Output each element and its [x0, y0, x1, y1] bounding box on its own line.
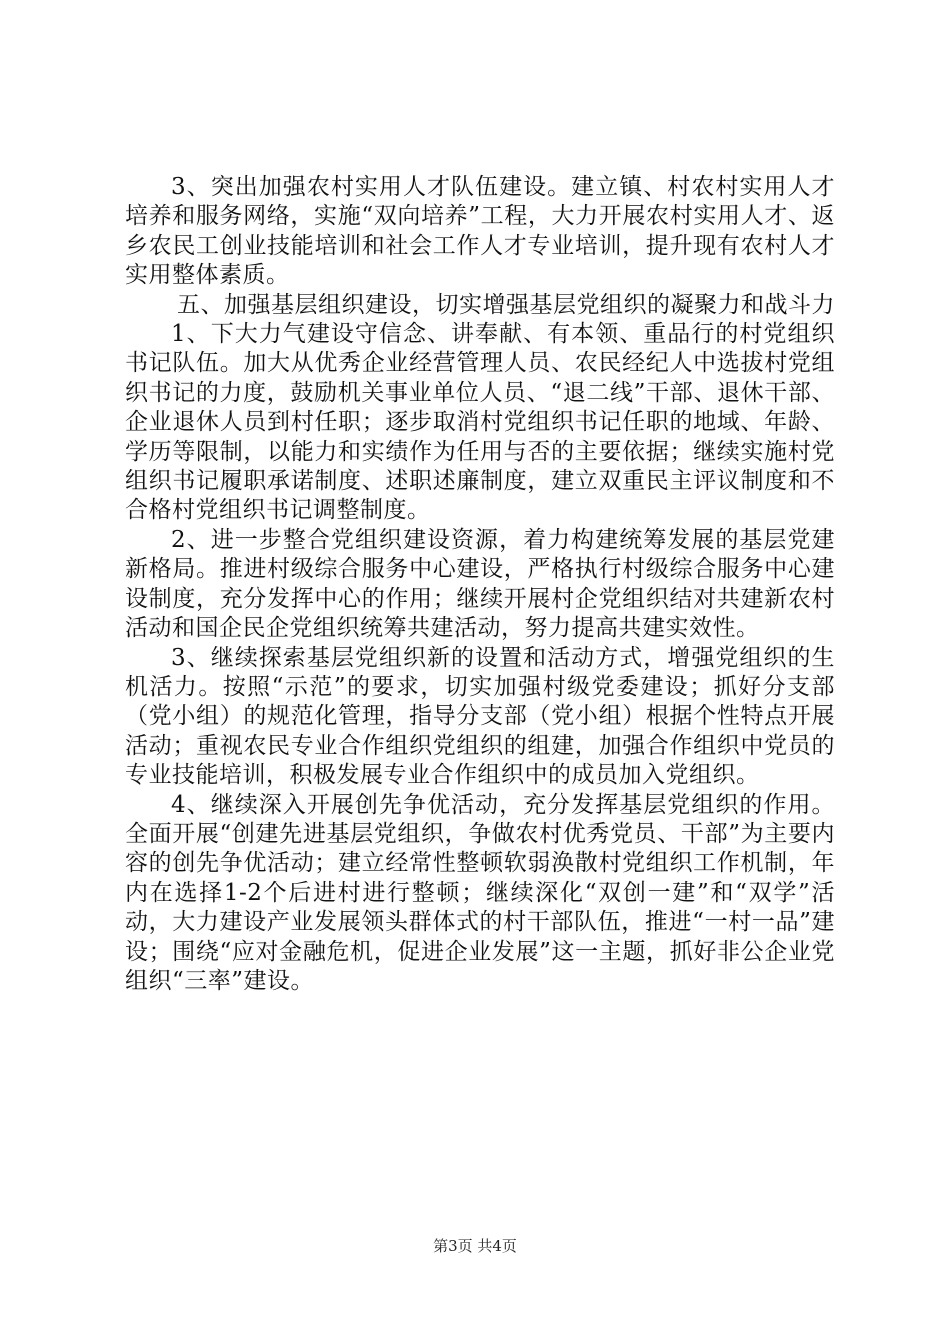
paragraph-party-secretary-team: 1、下大力气建设守信念、讲奉献、有本领、重品行的村党组织书记队伍。加大从优秀企业经营管理人员、农民经纪人中选拔村党组织书记的力度，鼓励机关事业单位人员、“退二线”干部、退休干部、企业退休人员到村任职；逐步取消村党组织书记任职的地域、年龄、学历等限制，以能力和实绩作为任用与否的主要依据；继续实施村党组织书记履职承诺制度、述职述廉制度，建立双重民主评议制度和不合格村党组织书记调整制度。 — [125, 321, 835, 524]
paragraph-organization-setup: 3、继续探索基层党组织新的设置和活动方式，增强党组织的生机活力。按照“示范”的要求，切实加强村级党委建设；抓好分支部（党小组）的规范化管理，指导分支部（党小组）根据个性特点开展活动；重视农民专业合作组织党组织的组建，加强合作组织中党员的专业技能培训，积极发展专业合作组织中的成员加入党组织。 — [125, 644, 835, 789]
paragraph-party-building-resources: 2、进一步整合党组织建设资源，着力构建统筹发展的基层党建新格局。推进村级综合服务中心建设，严格执行村级综合服务中心建设制度，充分发挥中心的作用；继续开展村企党组织结对共建新农村活动和国企民企党组织统筹共建活动，努力提高共建实效性。 — [125, 526, 835, 642]
paragraph-rural-talent: 3、突出加强农村实用人才队伍建设。建立镇、村农村实用人才培养和服务网络，实施“双向培养”工程，大力开展农村实用人才、返乡农民工创业技能培训和社会工作人才专业培训，提升现有农村人才实用整体素质。 — [125, 174, 835, 289]
section-heading-grassroots-organization: 五、加强基层组织建设，切实增强基层党组织的凝聚力和战斗力 — [177, 291, 835, 318]
page-footer: 第3页 共4页 — [433, 1237, 517, 1255]
paragraph-excellence-campaign: 4、继续深入开展创先争优活动，充分发挥基层党组织的作用。全面开展“创建先进基层党组织，争做农村优秀党员、干部”为主要内容的创先争优活动；建立经常性整顿软弱涣散村党组织工作机制，年内在选择1-2个后进村进行整顿；继续深化“双创一建”和“双学”活动，大力建设产业发展领头群体式的村干部队伍，推进“一村一品”建设；围绕“应对金融危机，促进企业发展”这一主题，抓好非公企业党组织“三率”建设。 — [125, 791, 835, 994]
document-body — [125, 173, 835, 996]
